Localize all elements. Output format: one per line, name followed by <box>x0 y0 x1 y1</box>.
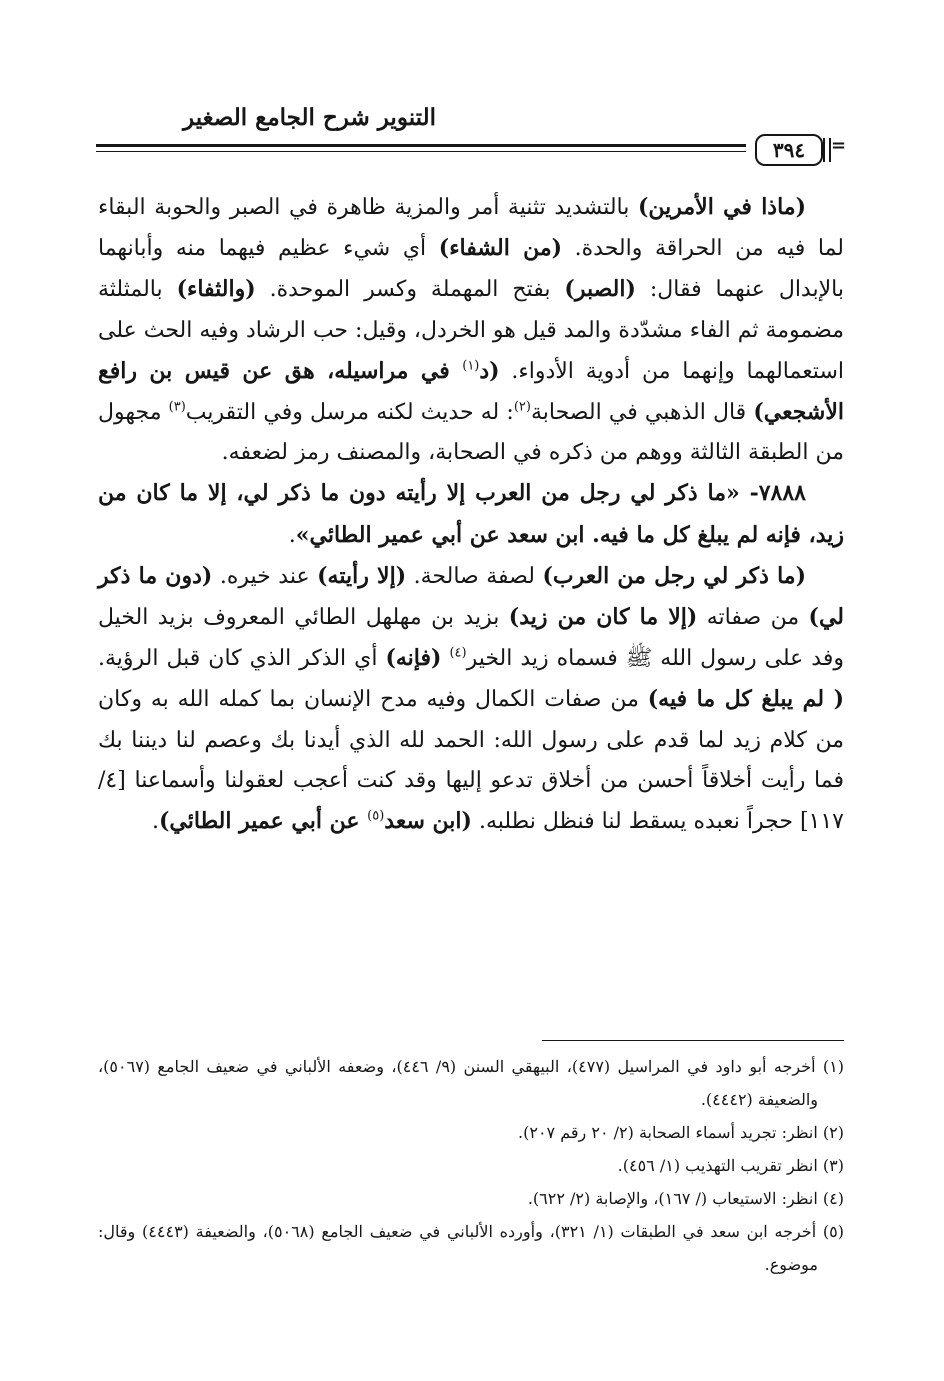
header-dash: = <box>831 135 847 156</box>
bold-quote: (د <box>479 357 500 384</box>
footnote-separator <box>542 1040 844 1041</box>
bold-quote: (من الشفاء) <box>438 235 563 262</box>
bold-quote: (ماذا في الأمرين) <box>637 194 807 220</box>
bold-quote: في مراسيله، هق عن قيس بن رافع الأشجعي) <box>98 357 845 426</box>
bold-quote: (إلا ما كان من زيد) <box>508 604 698 631</box>
bold-quote: ( لم يبلغ كل ما فيه) <box>647 686 844 713</box>
paragraph-commentary-1 <box>98 187 844 473</box>
bold-quote: (ابن سعد <box>384 808 472 835</box>
text-run: عند خيره. <box>212 563 318 589</box>
text-run: . <box>288 522 296 548</box>
text-run: من صفات الكمال وفيه مدح الإنسان بما كمله الله به وكان من كلام زيد لما قدم على رسول الله: الحمد لله الذي أيدنا بك وعصم لنا ديننا بك فما رأيت أخلاقاً أحسن من أخلاق تدعو إليها وقد كنت أعجب لعقولنا وأسماعنا [٤/ ١١٧] حجراً نعبده يسقط لنا فنظل نطلبه. <box>98 687 844 835</box>
paragraph-commentary-2 <box>98 556 844 842</box>
page-number-box <box>755 134 823 166</box>
footnote-3: (٣) انظر تقريب التهذيب (١/ ٤٥٦). <box>617 1156 844 1175</box>
bold-quote: (والثفاء) <box>176 276 256 303</box>
header-rule-thick <box>96 144 746 147</box>
text-run: بالمثلثة مضمومة ثم الفاء مشدّدة والمد قيل هو الخردل، وقيل: حب الرشاد وفيه الحث على استعمالهما وإنهما من أدوية الأدواء. <box>98 277 844 384</box>
page-number: ٣٩٤ <box>772 138 806 162</box>
footnote-1: (١) أخرجه أبو داود في المراسيل (٤٧٧)، البيهقي السنن (٩/ ٤٤٦)، وضعفه الألباني في ضعيف الجامع (٥٠٦٧)، والضعيفة (٤٤٤٢). <box>98 1057 844 1109</box>
text-run: قال الذهبي في الصحابة <box>530 400 754 426</box>
text-run: أي الذكر الذي كان قبل الرؤية. <box>98 646 386 672</box>
page-header <box>96 98 846 188</box>
hadith-7888 <box>98 473 844 555</box>
text-run: بزيد بن مهلهل الطائي المعروف بزيد الخيل وفد على رسول الله ﷺ فسماه زيد الخير <box>98 605 844 672</box>
header-rule-thin <box>96 151 746 152</box>
text-run: بفتح المهملة وكسر الموحدة. <box>255 277 565 303</box>
footnote-ref[interactable]: (٢) <box>513 399 531 415</box>
bold-quote: (دون ما ذكر لي) <box>98 562 844 631</box>
text-run: . <box>152 809 160 835</box>
text-run: : له حديث لكنه مرسل وفي التقريب <box>185 400 514 426</box>
running-header-title: التنوير شرح الجامع الصغير <box>183 104 436 131</box>
footnote-ref[interactable]: (٣) <box>168 399 186 415</box>
footnote-ref[interactable]: (١) <box>462 358 480 374</box>
text-run: من صفاته <box>697 605 809 631</box>
bold-quote: (إلا رأيته) <box>317 562 407 589</box>
text-run: مجهول من الطبقة الثالثة ووهم من ذكره في الصحابة، والمصنف رمز لضعفه. <box>98 400 844 466</box>
footnote-ref[interactable]: (٥) <box>367 808 385 824</box>
footnote-5: (٥) أخرجه ابن سعد في الطبقات (١/ ٣٢١)، وأورده الألباني في ضعيف الجامع (٥٠٦٨)، والضعيفة (٤٤٤٣) وقال: موضوع. <box>98 1222 844 1274</box>
bold-quote: (ما ذكر لي رجل من العرب) <box>542 562 806 589</box>
bold-quote: (فإنه) <box>385 645 442 672</box>
hadith-text: ٧٨٨٨- «ما ذكر لي رجل من العرب إلا رأيته دون ما ذكر لي، إلا ما كان من زيد، فإنه لم يبلغ كل ما فيه. ابن سعد عن أبي عمير الطائي» <box>98 480 844 548</box>
main-text <box>98 187 844 842</box>
bold-quote: عن أبي عمير الطائي) <box>159 808 368 835</box>
text-run: لصفة صالحة. <box>406 563 543 589</box>
bold-quote: (الصبر) <box>564 276 636 303</box>
text-run: بالتشديد تثنية أمر والمزية ظاهرة في الصبر والحوبة البقاء لما فيه من الحراقة والحدة. <box>98 195 844 262</box>
text-run: أي شيء عظيم فيهما منه وأبانهما بالإبدال عنهما فقال: <box>98 236 844 303</box>
footnote-2: (٢) انظر: تجريد أسماء الصحابة (٢/ ٢٠ رقم ٢٠٧). <box>518 1123 844 1142</box>
footnote-4: (٤) انظر: الاستيعاب (/ ١٦٧)، والإصابة (٢/ ٦٢٢). <box>527 1189 844 1208</box>
footnote-ref[interactable]: (٤) <box>449 645 467 661</box>
footnotes <box>98 1050 844 1281</box>
